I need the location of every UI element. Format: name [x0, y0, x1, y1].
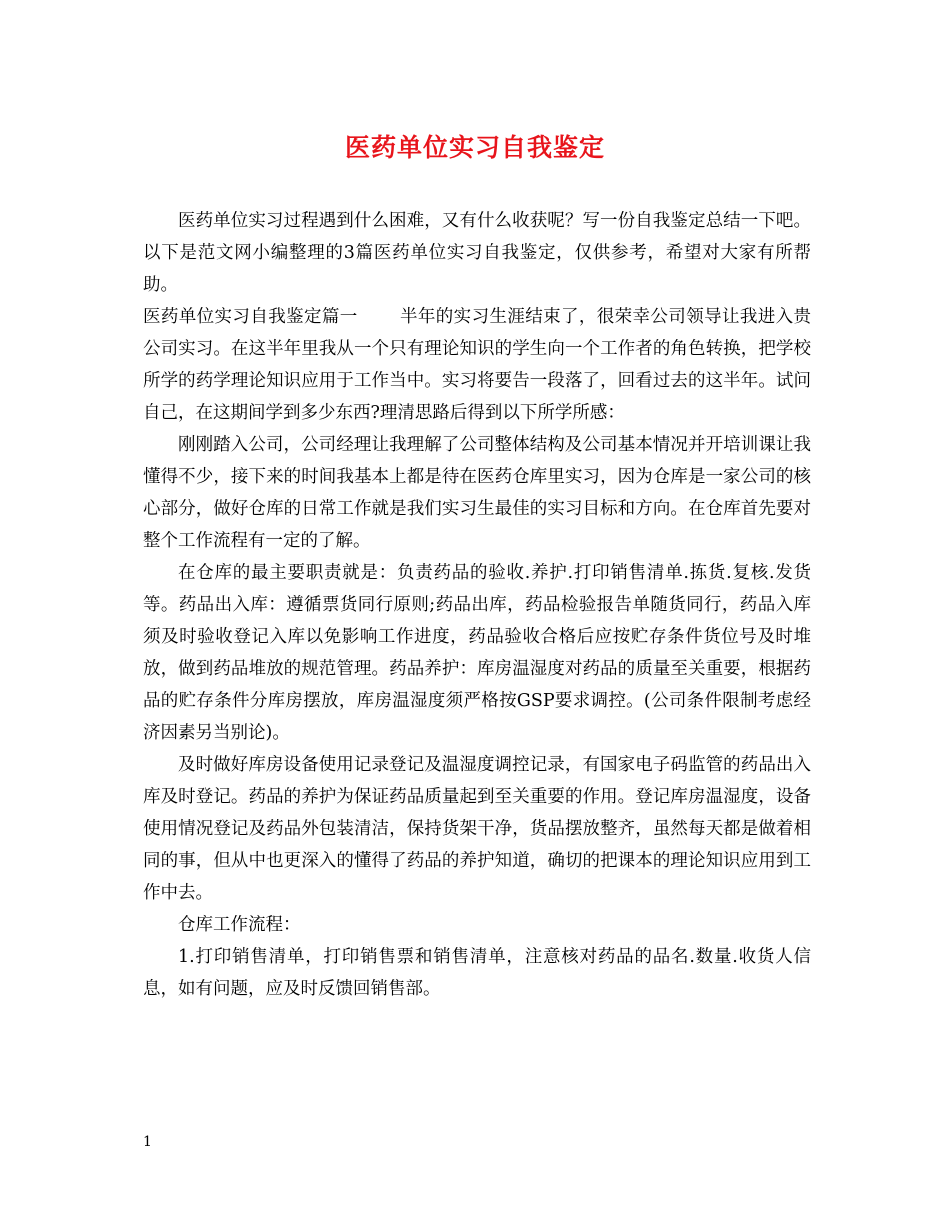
section-one-paragraph — [143, 301, 811, 429]
body-paragraph: 刚刚踏入公司，公司经理让我理解了公司整体结构及公司基本情况并开培训课让我懂得不少，接下来的时间我基本上都是待在医药仓库里实习，因为仓库是一家公司的核心部分，做好仓库的日常工作就是我们实习生最佳的实习目标和方向。在仓库首先要对整个工作流程有一定的了解。 — [143, 435, 811, 551]
intro-paragraph: 医药单位实习过程遇到什么困难，又有什么收获呢？写一份自我鉴定总结一下吧。以下是范文网小编整理的3篇医药单位实习自我鉴定，仅供参考，希望对大家有所帮助。 — [143, 211, 811, 295]
workflow-heading: 仓库工作流程： — [178, 915, 301, 935]
workflow-step: 1.打印销售清单，打印销售票和销售清单，注意核对药品的品名.数量.收货人信息，如有问题，应及时反馈回销售部。 — [143, 947, 811, 999]
section-one-text: 半年的实习生涯结束了，很荣幸公司领导让我进入贵公司实习。在这半年里我从一个只有理论知识的学生向一个工作者的角色转换，把学校所学的药学理论知识应用于工作当中。实习将要告一段落了，回看过去的这半年。试问自己，在这期间学到多少东西?理清思路后得到以下所学所感： — [143, 307, 812, 423]
page-number: 1 — [143, 1134, 152, 1150]
body-paragraph: 在仓库的最主要职责就是：负责药品的验收.养护.打印销售清单.拣货.复核.发货等。药品出入库：遵循票货同行原则;药品出库，药品检验报告单随货同行，药品入库须及时验收登记入库以免影响工作进度，药品验收合格后应按贮存条件货位号及时堆放，做到药品堆放的规范管理。药品养护：库房温湿度对药品的质量至关重要，根据药品的贮存条件分库房摆放，库房温湿度须严格按GSP要求调控。(公司条件限制考虑经济因素另当别论)。 — [143, 563, 811, 743]
body-paragraph: 及时做好库房设备使用记录登记及温湿度调控记录，有国家电子码监管的药品出入库及时登记。药品的养护为保证药品质量起到至关重要的作用。登记库房温湿度，设备使用情况登记及药品外包装清洁，保持货架干净，货品摆放整齐，虽然每天都是做着相同的事，但从中也更深入的懂得了药品的养护知道，确切的把课本的理论知识应用到工作中去。 — [143, 755, 811, 903]
document-body — [143, 205, 811, 1005]
document-title: 医药单位实习自我鉴定 — [344, 133, 605, 162]
section-heading: 医药单位实习自我鉴定篇一 — [143, 307, 358, 327]
